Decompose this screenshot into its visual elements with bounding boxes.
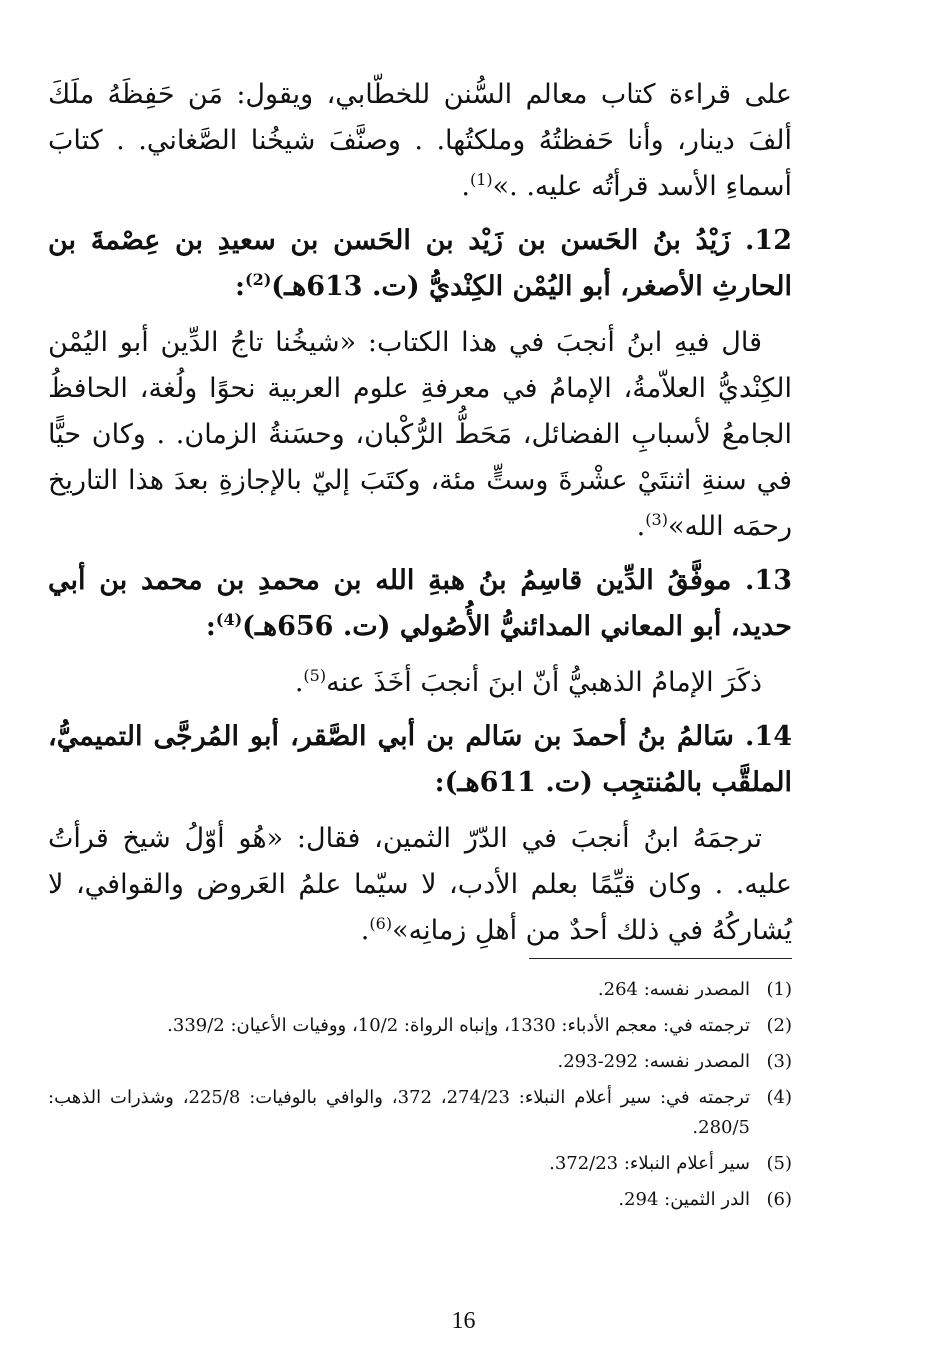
footnote-item — [48, 975, 792, 1005]
footnote-number: (4) — [766, 1087, 792, 1108]
punctuation: : — [205, 611, 216, 642]
entry-13-paragraph — [48, 660, 792, 706]
footnote-text: سير أعلام النبلاء: 372/23. — [549, 1153, 750, 1174]
footnote-ref: (4) — [215, 610, 243, 629]
entry-number: 12. — [745, 225, 792, 256]
paragraph-text: قال فيهِ ابنُ أنجبَ في هذا الكتاب: «شيخُنا تاجُ الدِّين أبو اليُمْن الكِنْديُّ العلاّمةُ، الإمامُ في معرفةِ علوم العربية نحوًا ولُغة، الحافظُ الجامعُ لأسبابِ الفضائل، مَحَطُّ الرُّكْبان، وحسَنةُ الزمان. . وكان حيًّا في سنةِ اثنتَيْ عشْرةَ وستٍّ مئة، وكتَبَ إليّ بالإجازةِ بعدَ هذا التاريخ رحمَه الله» — [48, 327, 792, 542]
footnotes — [48, 975, 792, 1221]
footnote-ref: (5) — [303, 666, 327, 685]
footnote-text: ترجمته في: سير أعلام النبلاء: 274/23، 372، والوافي بالوفيات: 225/8، وشذرات الذهب: 280/5. — [48, 1087, 751, 1138]
footnote-number: (6) — [766, 1189, 792, 1210]
entry-title: موفَّقُ الدِّين قاسِمُ بنُ هبةِ الله بن محمدِ بن محمد بن أبي حديد، أبو المعاني المدائنيُّ الأُصُولي (ت. 656هـ) — [48, 565, 792, 642]
footnote-ref: (3) — [645, 510, 668, 529]
footnote-ref: (6) — [369, 914, 393, 933]
paragraph-text: ترجمَهُ ابنُ أنجبَ في الدّرّ الثمين، فقال: «هُو أوّلُ شيخ قرأتُ عليه. . وكان قيِّمًا بعلم الأدب، لا سيّما علمُ العَروض والقوافي، لا يُشاركُهُ في ذلك أحدٌ من أهلِ زمانِه» — [48, 823, 792, 946]
punctuation: . — [360, 915, 370, 946]
footnote-number: (2) — [766, 1015, 792, 1036]
entry-14-heading — [48, 714, 792, 806]
footnote-item — [48, 1083, 792, 1143]
footnote-text: ترجمته في: معجم الأدباء: 1330، وإنباه الرواة: 10/2، ووفيات الأعيان: 339/2. — [167, 1015, 750, 1036]
main-text — [48, 72, 792, 962]
footnote-text: المصدر نفسه: 264. — [597, 979, 750, 1000]
punctuation: : — [235, 271, 245, 302]
footnote-number: (5) — [766, 1153, 792, 1174]
entry-number: 14. — [745, 721, 792, 752]
entry-14-paragraph — [48, 816, 792, 954]
footnote-divider — [529, 958, 792, 959]
punctuation: . — [636, 511, 646, 542]
footnote-item — [48, 1047, 792, 1077]
footnote-text: المصدر نفسه: 292-293. — [557, 1051, 750, 1072]
paragraph-text: على قراءة كتاب معالم السُّنن للخطّابي، ويقول: مَن حَفِظَهُ ملَكَ ألفَ دينار، وأنا حَفظتُهُ وملكتُها. . وصنَّفَ شيخُنا الصَّغاني. . كتابَ أسماءِ الأسد قرأتُه عليه. .» — [48, 79, 792, 202]
footnote-number: (3) — [766, 1051, 792, 1072]
page-number: 16 — [451, 1308, 476, 1334]
footnote-number: (1) — [766, 979, 792, 1000]
entry-12-heading — [48, 218, 792, 310]
footnote-ref: (1) — [469, 170, 493, 189]
entry-title: سَالمُ بنُ أحمدَ بن سَالم بن أبي الصَّقر، أبو المُرجَّى التميميُّ، الملقَّب بالمُنتجِب (ت. 611هـ): — [48, 721, 792, 798]
footnote-item — [48, 1149, 792, 1179]
footnote-ref: (2) — [245, 270, 272, 289]
entry-number: 13. — [745, 565, 792, 596]
footnote-item — [48, 1185, 792, 1215]
punctuation: . — [294, 667, 304, 698]
footnote-text: الدر الثمين: 294. — [618, 1189, 750, 1210]
paragraph-text: ذكَرَ الإمامُ الذهبيُّ أنّ ابنَ أنجبَ أخَذَ عنه — [326, 667, 762, 698]
footnote-item — [48, 1011, 792, 1041]
entry-title: زَيْدُ بنُ الحَسن بن زَيْد بن الحَسن بن سعيدِ بن عِصْمةَ بن الحارثِ الأصغر، أبو اليُمْن الكِنْديُّ (ت. 613هـ) — [48, 225, 792, 302]
entry-12-paragraph — [48, 320, 792, 550]
punctuation: . — [461, 171, 470, 202]
entry-13-heading — [48, 558, 792, 650]
paragraph-1 — [48, 72, 792, 210]
